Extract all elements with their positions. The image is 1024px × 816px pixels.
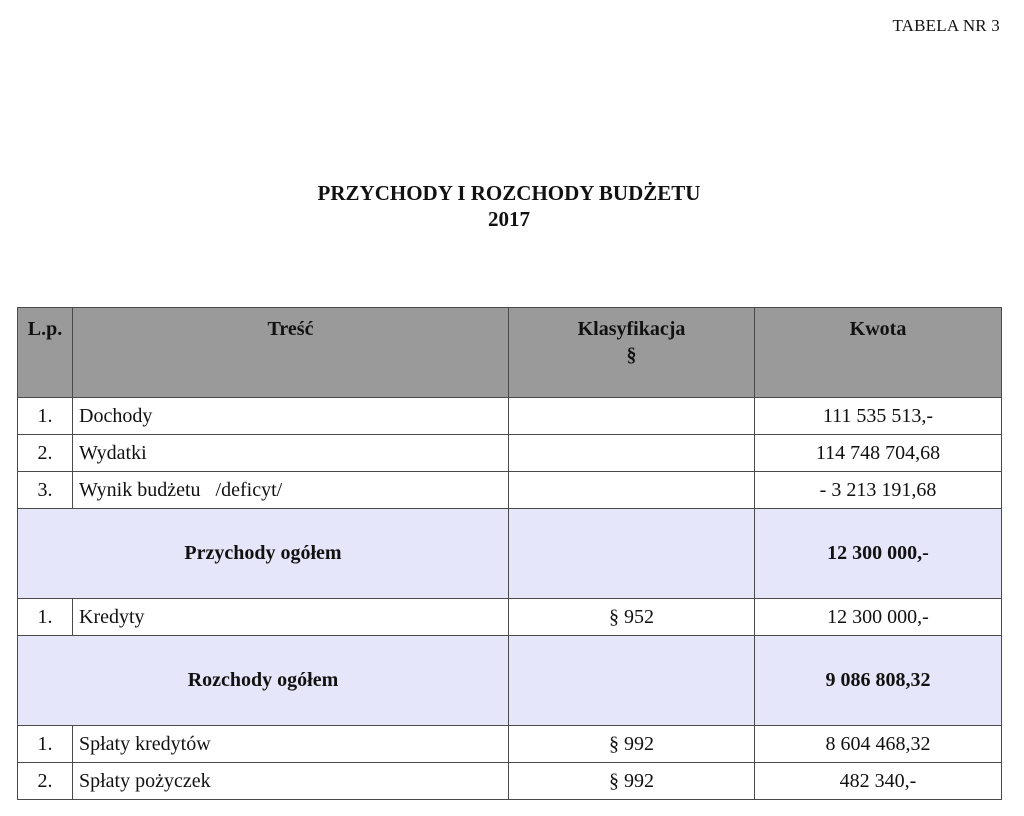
table-header-row	[18, 308, 1002, 398]
table-row	[18, 726, 1002, 763]
row-tresc: Dochody	[73, 398, 509, 435]
klasyfikacja-label: Klasyfikacja	[577, 318, 686, 340]
row-lp: 1.	[18, 726, 73, 763]
table-row	[18, 599, 1002, 636]
title-year: 2017	[488, 207, 530, 231]
row-lp: 2.	[18, 763, 73, 800]
row-kwota: 482 340,-	[755, 763, 1002, 800]
table-row	[18, 398, 1002, 435]
row-klasyfikacja	[509, 398, 755, 435]
summary-klasyfikacja	[509, 636, 755, 726]
summary-label: Przychody ogółem	[18, 509, 509, 599]
summary-kwota: 12 300 000,-	[755, 509, 1002, 599]
budget-table	[17, 307, 1002, 800]
table-row	[18, 435, 1002, 472]
paragraph-sign: §	[626, 344, 637, 366]
row-klasyfikacja	[509, 435, 755, 472]
row-klasyfikacja: § 992	[509, 726, 755, 763]
summary-row-przychody	[18, 509, 1002, 599]
row-lp: 2.	[18, 435, 73, 472]
summary-row-rozchody	[18, 636, 1002, 726]
summary-label: Rozchody ogółem	[18, 636, 509, 726]
row-kwota: - 3 213 191,68	[755, 472, 1002, 509]
row-kwota: 114 748 704,68	[755, 435, 1002, 472]
row-lp: 1.	[18, 398, 73, 435]
row-klasyfikacja: § 992	[509, 763, 755, 800]
row-tresc: Wynik budżetu /deficyt/	[73, 472, 509, 509]
column-header-lp: L.p.	[18, 308, 73, 398]
row-lp: 1.	[18, 599, 73, 636]
row-klasyfikacja	[509, 472, 755, 509]
table-row	[18, 472, 1002, 509]
column-header-kwota: Kwota	[755, 308, 1002, 398]
summary-kwota: 9 086 808,32	[755, 636, 1002, 726]
row-tresc: Wydatki	[73, 435, 509, 472]
row-klasyfikacja: § 952	[509, 599, 755, 636]
title-text: PRZYCHODY I ROZCHODY BUDŻETU	[317, 181, 701, 205]
row-tresc: Kredyty	[73, 599, 509, 636]
table-row	[18, 763, 1002, 800]
table-number: TABELA NR 3	[892, 16, 1000, 35]
row-lp: 3.	[18, 472, 73, 509]
summary-klasyfikacja	[509, 509, 755, 599]
column-header-klasyfikacja	[509, 308, 755, 398]
row-tresc: Spłaty pożyczek	[73, 763, 509, 800]
row-kwota: 111 535 513,-	[755, 398, 1002, 435]
column-header-tresc: Treść	[73, 308, 509, 398]
document-title	[0, 180, 1018, 232]
row-kwota: 12 300 000,-	[755, 599, 1002, 636]
row-kwota: 8 604 468,32	[755, 726, 1002, 763]
row-tresc: Spłaty kredytów	[73, 726, 509, 763]
